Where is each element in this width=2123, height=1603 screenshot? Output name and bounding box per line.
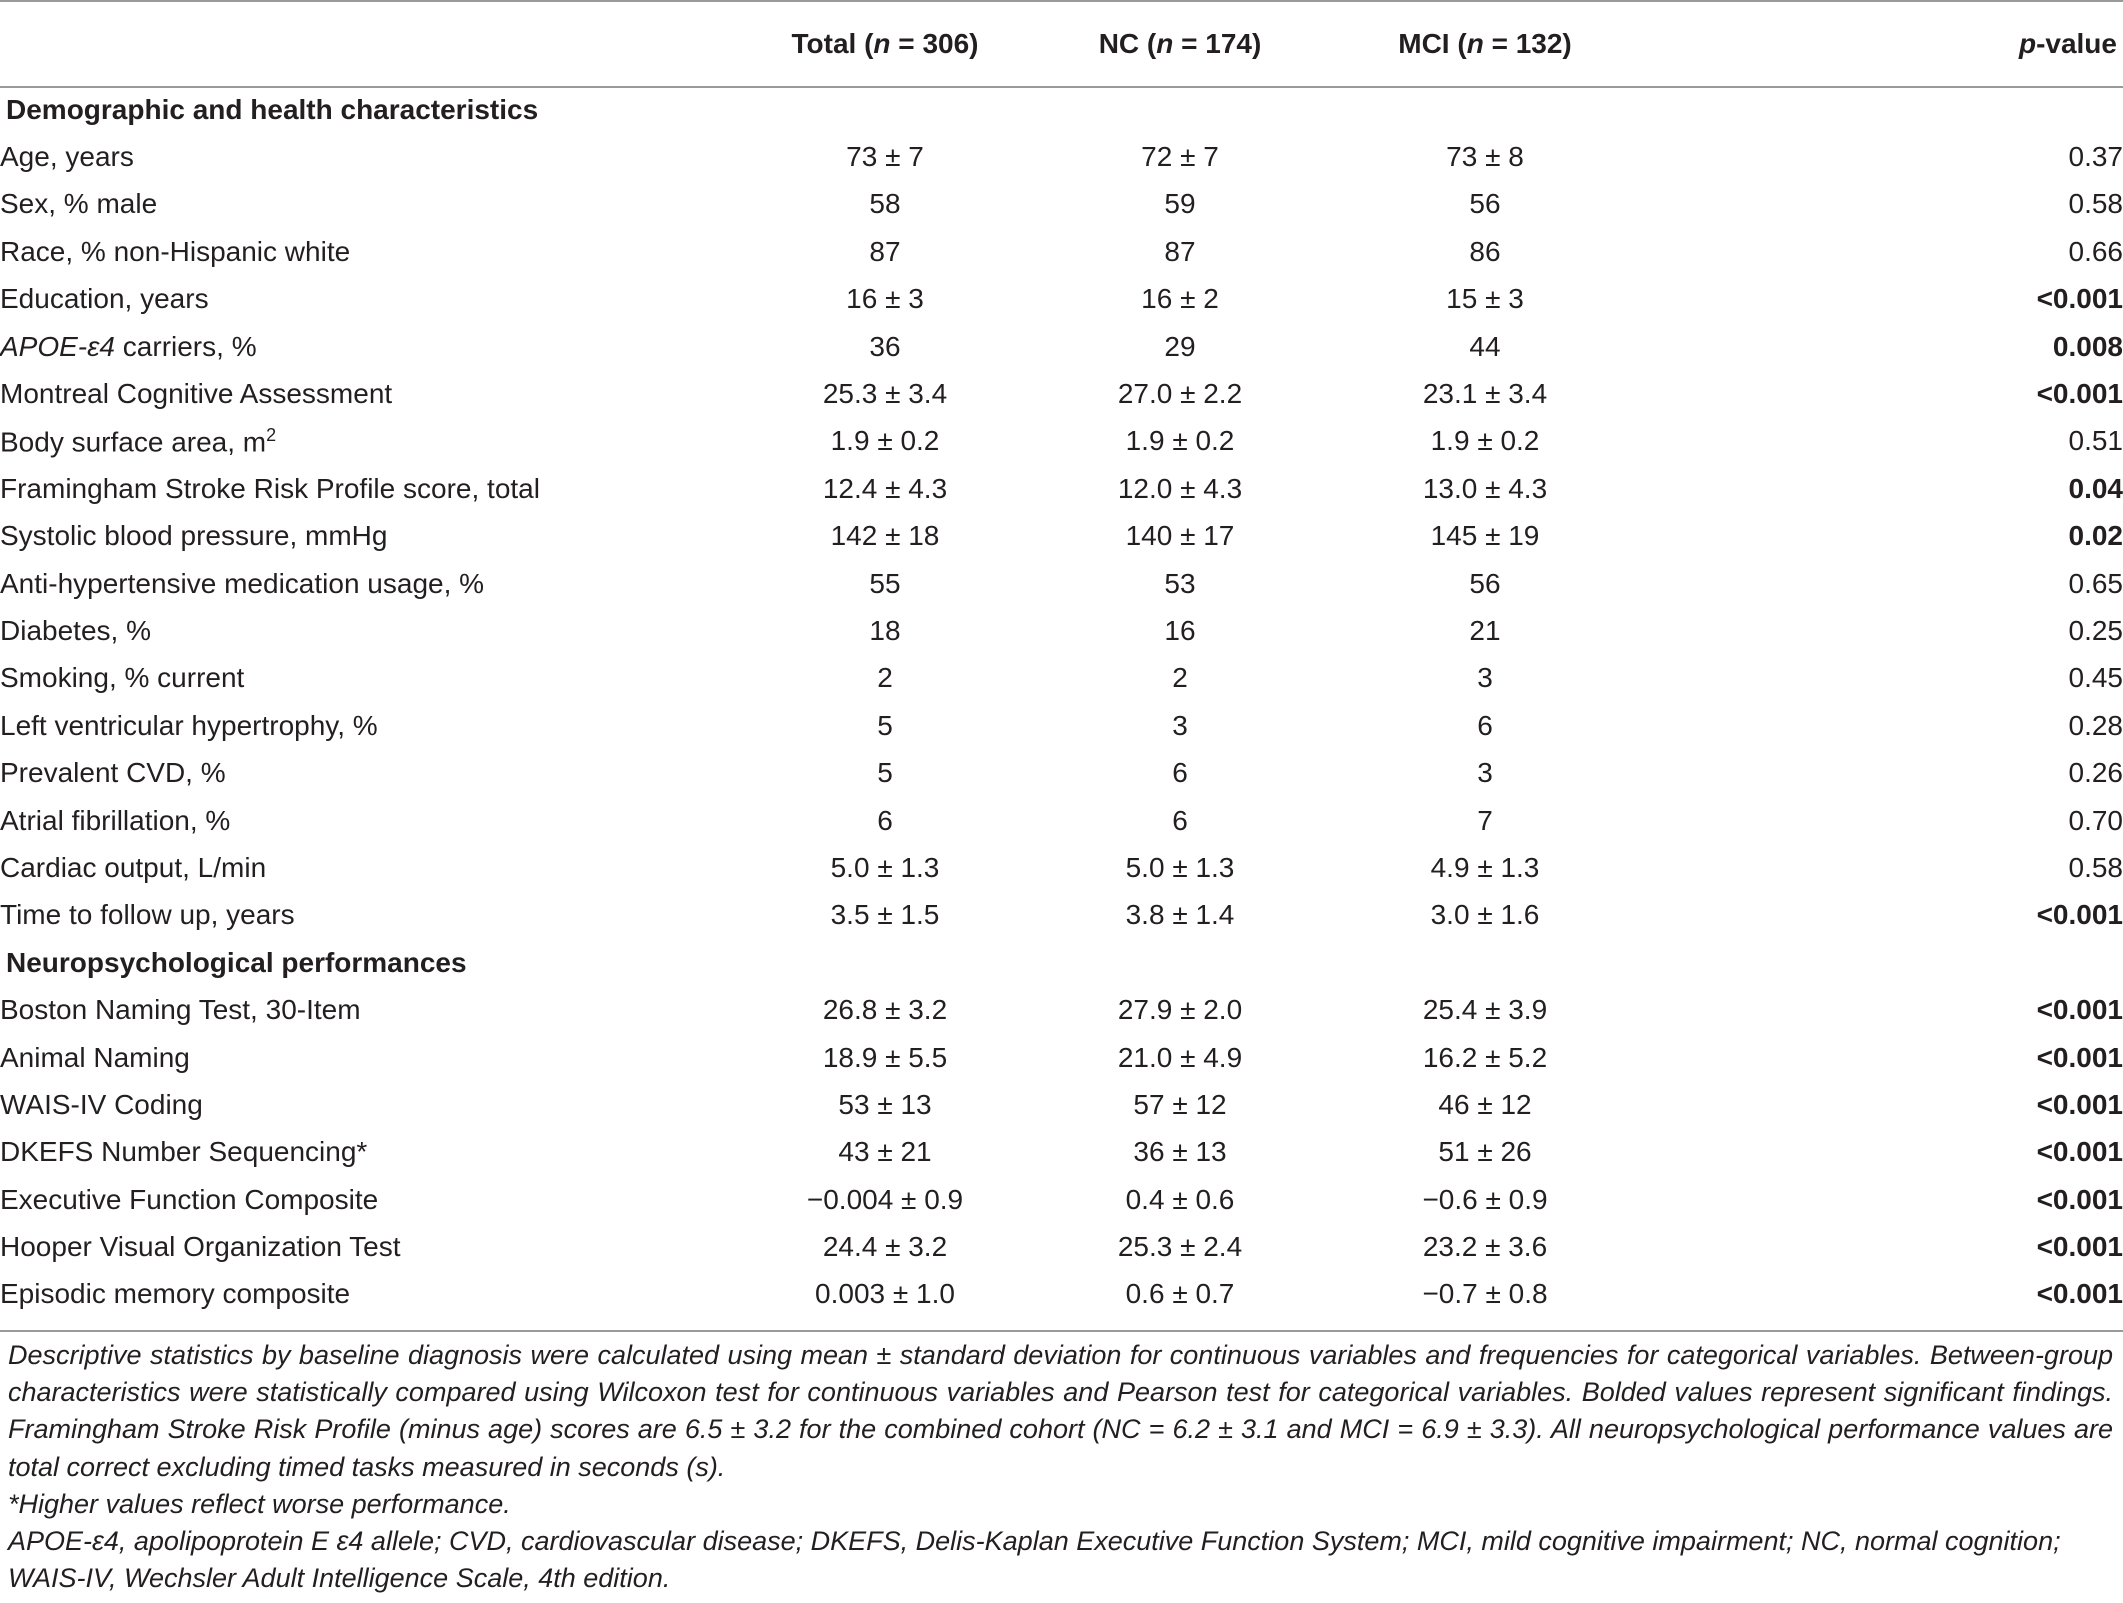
table-row [0, 418, 2123, 465]
total-value: 53 ± 13 [838, 1088, 932, 1120]
mci-value: 23.2 ± 3.6 [1422, 1231, 1548, 1263]
total-value: 24.4 ± 3.2 [822, 1231, 948, 1263]
row-label [0, 276, 740, 323]
row-label-text: Education, years [0, 283, 209, 315]
row-label-text: Body surface area, m [0, 426, 267, 458]
header-nc: NC (n = 174) [1098, 28, 1262, 59]
p-value: 0.26 [2068, 757, 2123, 789]
table-row [0, 1176, 2123, 1223]
row-label-text: Systolic blood pressure, mmHg [0, 520, 388, 552]
p-value: 0.04 [2068, 472, 2123, 504]
row-label-rest: carriers, % [115, 330, 257, 362]
row-label [0, 560, 740, 607]
mci-value: −0.7 ± 0.8 [1422, 1278, 1548, 1310]
total-value: 142 ± 18 [830, 520, 940, 552]
total-value: 18.9 ± 5.5 [822, 1041, 948, 1073]
row-label [0, 892, 740, 939]
p-value: <0.001 [2036, 283, 2123, 315]
row-label-text: DKEFS Number Sequencing* [0, 1136, 368, 1168]
nc-value: 27.9 ± 2.0 [1117, 994, 1243, 1026]
row-label-text: Age, years [0, 141, 134, 173]
row-label [0, 513, 740, 560]
p-value: 0.25 [2068, 614, 2123, 646]
section-header-row [0, 86, 2123, 133]
nc-value: 1.9 ± 0.2 [1125, 425, 1235, 457]
row-label-text: Animal Naming [0, 1041, 190, 1073]
mci-value: 21 [1469, 614, 1501, 646]
p-value: 0.70 [2068, 804, 2123, 836]
nc-value: 5.0 ± 1.3 [1125, 851, 1235, 883]
p-value: 0.02 [2068, 520, 2123, 552]
table-row [0, 370, 2123, 417]
nc-value: 140 ± 17 [1125, 520, 1235, 552]
mci-value: 7 [1477, 804, 1493, 836]
table-row [0, 1223, 2123, 1270]
nc-value: 0.4 ± 0.6 [1125, 1183, 1235, 1215]
nc-value: 16 [1164, 614, 1196, 646]
table-row [0, 323, 2123, 370]
mci-value: 3.0 ± 1.6 [1430, 899, 1540, 931]
table-row [0, 276, 2123, 323]
nc-value: 27.0 ± 2.2 [1117, 378, 1243, 410]
p-value: 0.65 [2068, 567, 2123, 599]
row-label-text: Prevalent CVD, % [0, 757, 226, 789]
table-row [0, 1271, 2123, 1318]
row-label [0, 370, 740, 417]
row-label [0, 1176, 740, 1223]
table-row [0, 1129, 2123, 1176]
row-label-text: Atrial fibrillation, % [0, 804, 231, 836]
nc-value: 16 ± 2 [1141, 283, 1219, 315]
row-label-text: Smoking, % current [0, 662, 245, 694]
p-value: <0.001 [2036, 1183, 2123, 1215]
mci-value: 73 ± 8 [1446, 141, 1524, 173]
row-label [0, 1081, 740, 1128]
row-label [0, 702, 740, 749]
nc-value: 72 ± 7 [1141, 141, 1219, 173]
mci-value: 25.4 ± 3.9 [1422, 994, 1548, 1026]
mci-value: 56 [1469, 188, 1501, 220]
mci-value: 56 [1469, 567, 1501, 599]
row-label [0, 1129, 740, 1176]
row-label-text: Cardiac output, L/min [0, 851, 267, 883]
p-value: 0.45 [2068, 662, 2123, 694]
row-label [0, 1271, 740, 1318]
row-label-text: Executive Function Composite [0, 1183, 379, 1215]
footnote-abbreviations-2: WAIS-IV, Wechsler Adult Intelligence Scale, 4th edition. [8, 1563, 671, 1594]
header-total: Total (n = 306) [791, 28, 979, 59]
mci-value: 6 [1477, 709, 1493, 741]
header-label-cell [0, 2, 740, 86]
table-row [0, 181, 2123, 228]
total-value: 2 [877, 662, 893, 694]
header-mci: MCI (n = 132) [1398, 28, 1572, 59]
nc-value: 3.8 ± 1.4 [1125, 899, 1235, 931]
table-row [0, 702, 2123, 749]
row-label-text: Episodic memory composite [0, 1278, 351, 1310]
p-value: <0.001 [2036, 1231, 2123, 1263]
table-row [0, 892, 2123, 939]
row-label-text: Left ventricular hypertrophy, % [0, 709, 378, 741]
footnote-asterisk: *Higher values reflect worse performance. [8, 1488, 511, 1519]
footnote-description: Descriptive statistics by baseline diagnosis were calculated using mean ± standard deviation for continuous variables and frequencies for categorical variables. Between-group characteristics were statistically compared using Wilcoxon test for continuous variables and Pearson test for categorical variables. Bolded values represent significant findings. Framingham Stroke Risk Profile (minus age) scores are 6.5 ± 3.2 for the combined cohort (NC = 6.2 ± 3.1 and MCI = 6.9 ± 3.3). All neuropsychological performance values are total correct excluding timed tasks measured in seconds (s). [8, 1340, 2113, 1482]
mci-value: 145 ± 19 [1430, 520, 1540, 552]
section-title: Demographic and health characteristics [6, 93, 539, 125]
table-row [0, 513, 2123, 560]
nc-value: 2 [1172, 662, 1188, 694]
row-label-text: Time to follow up, years [0, 899, 295, 931]
row-label [0, 1223, 740, 1270]
table-body [0, 86, 2123, 1318]
total-value: 25.3 ± 3.4 [822, 378, 948, 410]
row-label [0, 749, 740, 796]
row-label-text: WAIS-IV Coding [0, 1088, 203, 1120]
table-row [0, 986, 2123, 1033]
mci-value: 44 [1469, 330, 1501, 362]
p-value: 0.28 [2068, 709, 2123, 741]
table-row [0, 560, 2123, 607]
mci-value: 3 [1477, 662, 1493, 694]
mci-value: 1.9 ± 0.2 [1430, 425, 1540, 457]
mci-value: 3 [1477, 757, 1493, 789]
row-label [0, 844, 740, 891]
p-value: <0.001 [2036, 994, 2123, 1026]
mci-value: 23.1 ± 3.4 [1422, 378, 1548, 410]
row-label [0, 228, 740, 275]
mci-value: 15 ± 3 [1446, 283, 1524, 315]
nc-value: 57 ± 12 [1133, 1088, 1227, 1120]
table-row [0, 228, 2123, 275]
mci-value: 13.0 ± 4.3 [1422, 472, 1548, 504]
table-footnotes [8, 1337, 2113, 1597]
total-value: 3.5 ± 1.5 [830, 899, 940, 931]
p-value: 0.58 [2068, 851, 2123, 883]
p-value: 0.37 [2068, 141, 2123, 173]
footnote-abbreviations-1: APOE-ε4, apolipoprotein E ε4 allele; CVD, cardiovascular disease; DKEFS, Delis-Kaplan Executive Function System; MCI, mild cognitive impairment; NC, normal cognition; [8, 1526, 2061, 1557]
row-label-italic: APOE-ε4 [0, 330, 116, 362]
mci-value: 86 [1469, 235, 1501, 267]
bottom-rule [0, 1330, 2123, 1332]
row-label [0, 133, 740, 180]
table-row [0, 607, 2123, 654]
table-row [0, 1034, 2123, 1081]
nc-value: 29 [1164, 330, 1196, 362]
row-label-text: Sex, % male [0, 188, 158, 220]
table-row [0, 133, 2123, 180]
nc-value: 25.3 ± 2.4 [1117, 1231, 1243, 1263]
total-value: 5.0 ± 1.3 [830, 851, 940, 883]
baseline-characteristics-table [0, 2, 2123, 1318]
row-label-superscript: 2 [266, 425, 277, 446]
row-label [0, 465, 740, 512]
total-value: 36 [869, 330, 901, 362]
total-value: −0.004 ± 0.9 [806, 1183, 964, 1215]
row-label-text: Race, % non-Hispanic white [0, 235, 351, 267]
table-row [0, 844, 2123, 891]
row-label-text: Boston Naming Test, 30-Item [0, 994, 361, 1026]
table-row [0, 1081, 2123, 1128]
p-value: <0.001 [2036, 1088, 2123, 1120]
p-value: <0.001 [2036, 1041, 2123, 1073]
p-value: 0.008 [2052, 330, 2123, 362]
nc-value: 12.0 ± 4.3 [1117, 472, 1243, 504]
row-label [0, 418, 740, 465]
nc-value: 87 [1164, 235, 1196, 267]
total-value: 1.9 ± 0.2 [830, 425, 940, 457]
nc-value: 3 [1172, 709, 1188, 741]
total-value: 12.4 ± 4.3 [822, 472, 948, 504]
row-label-text: Anti-hypertensive medication usage, % [0, 567, 485, 599]
total-value: 16 ± 3 [846, 283, 924, 315]
p-value: <0.001 [2036, 1278, 2123, 1310]
total-value: 18 [869, 614, 901, 646]
mci-value: 4.9 ± 1.3 [1430, 851, 1540, 883]
nc-value: 6 [1172, 757, 1188, 789]
total-value: 5 [877, 709, 893, 741]
total-value: 0.003 ± 1.0 [815, 1278, 955, 1310]
total-value: 87 [869, 235, 901, 267]
row-label [0, 1034, 740, 1081]
p-value: 0.51 [2068, 425, 2123, 457]
total-value: 58 [869, 188, 901, 220]
row-label-text: Montreal Cognitive Assessment [0, 378, 393, 410]
p-value: 0.66 [2068, 235, 2123, 267]
section-title: Neuropsychological performances [6, 946, 467, 978]
row-label [0, 607, 740, 654]
row-label-text: Framingham Stroke Risk Profile score, total [0, 472, 540, 504]
row-label [0, 655, 740, 702]
row-label [0, 797, 740, 844]
total-value: 73 ± 7 [846, 141, 924, 173]
total-value: 43 ± 21 [838, 1136, 932, 1168]
total-value: 55 [869, 567, 901, 599]
p-value: <0.001 [2036, 378, 2123, 410]
row-label [0, 181, 740, 228]
table-row [0, 655, 2123, 702]
p-value: <0.001 [2036, 899, 2123, 931]
table-header [0, 2, 2123, 86]
mci-value: 51 ± 26 [1438, 1136, 1532, 1168]
nc-value: 6 [1172, 804, 1188, 836]
section-header-row [0, 939, 2123, 986]
total-value: 26.8 ± 3.2 [822, 994, 948, 1026]
nc-value: 36 ± 13 [1133, 1136, 1227, 1168]
nc-value: 53 [1164, 567, 1196, 599]
header-rule [0, 86, 2123, 88]
mci-value: 16.2 ± 5.2 [1422, 1041, 1548, 1073]
table-row [0, 749, 2123, 796]
table-row [0, 465, 2123, 512]
nc-value: 59 [1164, 188, 1196, 220]
nc-value: 21.0 ± 4.9 [1117, 1041, 1243, 1073]
total-value: 6 [877, 804, 893, 836]
table-row [0, 797, 2123, 844]
row-label [0, 323, 740, 370]
header-row [0, 2, 2123, 86]
nc-value: 0.6 ± 0.7 [1125, 1278, 1235, 1310]
p-value: <0.001 [2036, 1136, 2123, 1168]
p-value: 0.58 [2068, 188, 2123, 220]
row-label-text: Diabetes, % [0, 614, 151, 646]
header-p-value: p-value [2018, 28, 2117, 59]
total-value: 5 [877, 757, 893, 789]
row-label-text: Hooper Visual Organization Test [0, 1231, 401, 1263]
mci-value: 46 ± 12 [1438, 1088, 1532, 1120]
mci-value: −0.6 ± 0.9 [1422, 1183, 1548, 1215]
row-label [0, 986, 740, 1033]
